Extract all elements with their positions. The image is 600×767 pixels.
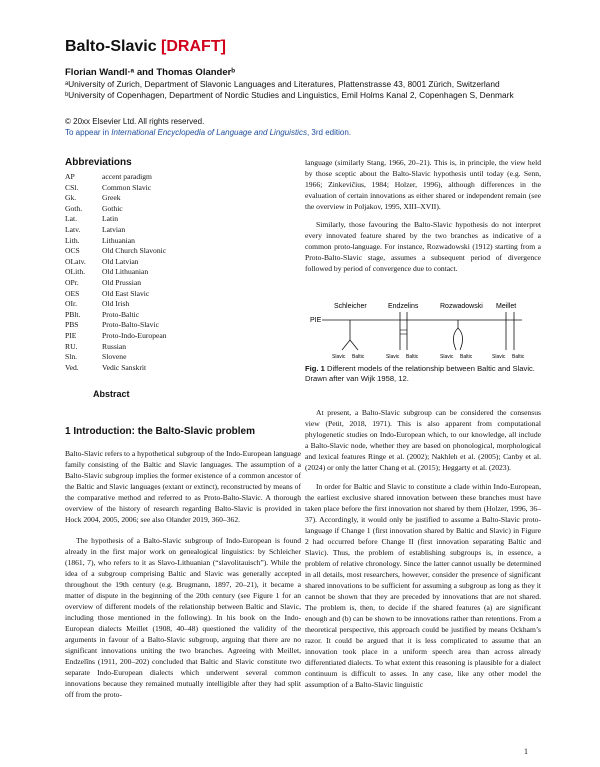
leaf-label: Baltic — [406, 354, 419, 360]
section-heading: 1 Introduction: the Balto-Slavic problem — [65, 426, 256, 437]
abbreviation-row — [65, 363, 167, 374]
abbreviation-code: Latv. — [65, 224, 81, 234]
abbreviation-code: OLith. — [65, 267, 86, 277]
abbreviation-meaning: Old Prussian — [102, 277, 142, 287]
abbreviation-code: OLatv. — [65, 256, 86, 266]
model-label: Endzelins — [388, 303, 419, 310]
title-text: Balto-Slavic — [65, 38, 157, 55]
leaf-label: Slavic — [386, 354, 400, 360]
abbreviations-table — [65, 172, 167, 373]
abstract-heading: Abstract — [93, 389, 130, 399]
paragraph: language (similarly Stang, 1966, 20–21). This is, in principle, the view held by those sceptic about the Balto-Slavic hypothesis until today (e.g. Senn, 1966; Zinkevičius, 1984; Holzer, 1996), although differences in the evaluation of certain innovations as either shared or independent remain (see the overview in Poljakov, 1995, XIII–XVII). — [305, 158, 541, 211]
publication-title: International Encyclopedia of Language and Linguistics — [111, 128, 307, 137]
paper-title — [65, 38, 226, 56]
figure-caption — [305, 364, 541, 384]
leaf-label: Baltic — [352, 354, 365, 360]
abbreviation-row — [65, 267, 167, 278]
abbreviation-meaning: Latin — [102, 214, 119, 224]
abbreviation-row — [65, 257, 167, 268]
leaf-label: Slavic — [332, 354, 346, 360]
paragraph: In order for Baltic and Slavic to constitute a clade within Indo-European, the earliest exclusive shared innovation between these branches must have taken place before the first innovation not shared by them (Holzer, 1996, 36–37). Accordingly, it would only be justified to assume a Balto-Slavic proto-language if Change 1 (first innovation shared by Baltic and Slavic) in Figure 2 had occurred before Change II (first innovation separating Baltic and Slavic). Thus, the problem of establishing subgroups is, in essence, a problem of relative chronology. Since the latter cannot usually be determined in all details, most researchers, however, consider the presence of significant shared innovations to be sufficient for assuming a subgroup as long as they it cannot be shown that they are preceded by innovations that are not shared. The problem is, then, to decide if the shared features (a) are significant enough and (b) can be shown to be innovations rather than retentions. From a theoretical perspective, this approach could be justified by means Ockham’s razor. It could be argued that it is less complicated to assume that an innovation took place in a uniform speech area than across already differentiated dialects. To what extent this reasoning is plausible for a dialect continuum is difficult to asses. In any case, like any other model the assumption of a Balto-Slavic linguistic — [305, 482, 541, 689]
abbreviation-code: Gk. — [65, 193, 77, 203]
abbreviation-row — [65, 193, 167, 204]
model-label: Schleicher — [334, 303, 367, 310]
abbreviation-meaning: Latvian — [102, 224, 126, 234]
abbreviation-code: PBS — [65, 320, 79, 330]
figure-1-diagram — [310, 300, 540, 362]
paragraph: Balto-Slavic refers to a hypothetical subgroup of the Indo-European language family consisting of the Baltic and Slavic languages. The assumption of a Balto-Slavic subgroup implies the former existence of a common ancestor of the Baltic and Slavic languages (extant or extinct), reconstructed by means of the comparative method and referred to as Proto-Balto-Slavic. A thorough overview of the history of research regarding Balto-Slavic is provided in Hock 2004, 2005, 2006; see also Olander 2019, 360–362. — [65, 449, 301, 524]
abbreviation-code: Goth. — [65, 203, 83, 213]
abbreviation-meaning: Proto-Baltic — [102, 309, 140, 319]
leaf-label: Slavic — [492, 354, 506, 360]
publication-suffix: , 3rd edition. — [306, 128, 351, 137]
abbreviations-heading: Abbreviations — [65, 157, 132, 168]
abbreviation-row — [65, 320, 167, 331]
abbreviation-row — [65, 310, 167, 321]
abbreviation-row — [65, 352, 167, 363]
abbreviation-code: OIr. — [65, 299, 78, 309]
leaf-label: Baltic — [460, 354, 473, 360]
draft-label: [DRAFT] — [161, 38, 226, 55]
abbreviation-row — [65, 214, 167, 225]
abbreviation-row — [65, 225, 167, 236]
abbreviation-meaning: Lithuanian — [102, 235, 135, 245]
abbreviation-row — [65, 278, 167, 289]
abbreviation-meaning: Greek — [102, 193, 121, 203]
abbreviation-meaning: Old Latvian — [102, 256, 139, 266]
abbreviation-meaning: Old Irish — [102, 299, 130, 309]
publication-note — [65, 128, 351, 137]
abbreviation-code: Lat. — [65, 214, 78, 224]
abbreviation-code: Sln. — [65, 352, 78, 362]
branch-line — [453, 328, 458, 350]
abbreviation-meaning: Russian — [102, 341, 127, 351]
authors: Florian Wandl·ᵃ and Thomas Olanderᵇ — [65, 67, 236, 78]
affiliation-a: ᵃUniversity of Zurich, Department of Slavonic Languages and Literatures, Plattenstrasse 43, 8001 Zürich, Switzerland — [65, 79, 500, 89]
abbreviation-code: RU. — [65, 341, 78, 351]
branch-line — [458, 328, 463, 350]
page-number: 1 — [524, 747, 528, 756]
abbreviation-code: OCS — [65, 246, 80, 256]
leaf-label: Slavic — [440, 354, 454, 360]
abbreviation-meaning: Proto-Indo-European — [102, 330, 167, 340]
leaf-label: Baltic — [512, 354, 525, 360]
abbreviation-code: PIE — [65, 330, 77, 340]
branch-line — [342, 340, 350, 350]
abbreviation-meaning: Vedic Sanskrit — [102, 362, 147, 372]
copyright: © 20xx Elsevier Ltd. All rights reserved. — [65, 117, 205, 126]
abbreviation-meaning: Common Slavic — [102, 182, 152, 192]
abbreviation-code: PBlt. — [65, 309, 81, 319]
abbreviation-code: Ved. — [65, 362, 79, 372]
affiliation-b: ᵇUniversity of Copenhagen, Department of Nordic Studies and Linguistics, Emil Holms Kanal 2, Copenhagen S, Denmark — [65, 90, 514, 100]
abbreviation-meaning: Old Church Slavonic — [102, 246, 167, 256]
paragraph: The hypothesis of a Balto-Slavic subgroup of Indo-European is found already in the first major work on genealogical linguistics: by Schleicher (1861, 7), who refers to it as Slavo-Lithuanian (“slavolitauisch”). While the idea of a subgroup comprising Baltic and Slavic was generally accepted throughout the 19th century (e.g. Brugmann, 1897, 20–21), it became a matter of dispute in the beginning of the 20th century (see Figure 1 for an overview of different models of the relationship between Baltic and Slavic, including those mentioned in the following). In his book on the Indo-European dialects Meillet (1908, 40–48) questioned the validity of the arguments in favour of a Balto-Slavic subgroup, arguing that there are no significant innovations uniting the two branches. Agreeing with Meillet, Endzelīns (1911, 200–202) concluded that Baltic and Slavic constitute two separate Indo-European dialects which underwent several common innovations because they remained mutually intelligible after they had split off from the proto- — [65, 536, 301, 699]
model-label: Meillet — [496, 303, 517, 310]
abbreviation-meaning: Old East Slavic — [102, 288, 150, 298]
branch-line — [350, 340, 358, 350]
abbreviation-meaning: Proto-Balto-Slavic — [102, 320, 159, 330]
paragraph: Similarly, those favouring the Balto-Slavic hypothesis do not interpret every innovated feature shared by the two branches as indicative of a common proto-language. For instance, Rozwadowski (1912) starting from a Proto-Balto-Slavic stage, assumes a subsequent period of divergence followed by period of convergence due to contact. — [305, 220, 541, 273]
abbreviation-meaning: Old Lithuanian — [102, 267, 149, 277]
pie-label: PIE — [310, 317, 322, 324]
abbreviation-code: CSl. — [65, 182, 79, 192]
abbreviation-row — [65, 299, 167, 310]
abbreviation-row — [65, 204, 167, 215]
abbreviation-row — [65, 236, 167, 247]
publication-prefix: To appear in — [65, 128, 112, 137]
abbreviation-row — [65, 172, 167, 183]
abbreviation-meaning: Slovene — [102, 352, 127, 362]
abbreviation-code: OPr. — [65, 277, 79, 287]
abbreviation-meaning: accent paradigm — [102, 172, 152, 181]
abbreviation-row — [65, 246, 167, 257]
abbreviation-row — [65, 289, 167, 300]
caption-label: Fig. 1 — [305, 364, 325, 373]
abbreviation-row — [65, 342, 167, 353]
abbreviation-code: OES — [65, 288, 80, 298]
abbreviation-row — [65, 183, 167, 194]
abbreviation-row — [65, 331, 167, 342]
caption-text: Different models of the relationship between Baltic and Slavic. Drawn after van Wijk 1958, 12. — [305, 364, 535, 383]
abbreviation-code: Lith. — [65, 235, 80, 245]
abbreviation-meaning: Gothic — [102, 203, 123, 213]
model-label: Rozwadowski — [440, 303, 483, 310]
paragraph: At present, a Balto-Slavic subgroup can be considered the consensus view (Petit, 2018, 1971). This is also apparent from computational phylogenetic studies on Indo-European which, to our knowledge, all include a Balto-Slavic node, whether they are based on phonological, morphological and lexical features Ringe et al. (2002); Nakhleh et al. (2005); Canby et al. (2024) or only the latter Chang et al. (2015); Heggarty et al. (2023). — [305, 408, 541, 472]
abbreviation-code: AP — [65, 172, 75, 181]
